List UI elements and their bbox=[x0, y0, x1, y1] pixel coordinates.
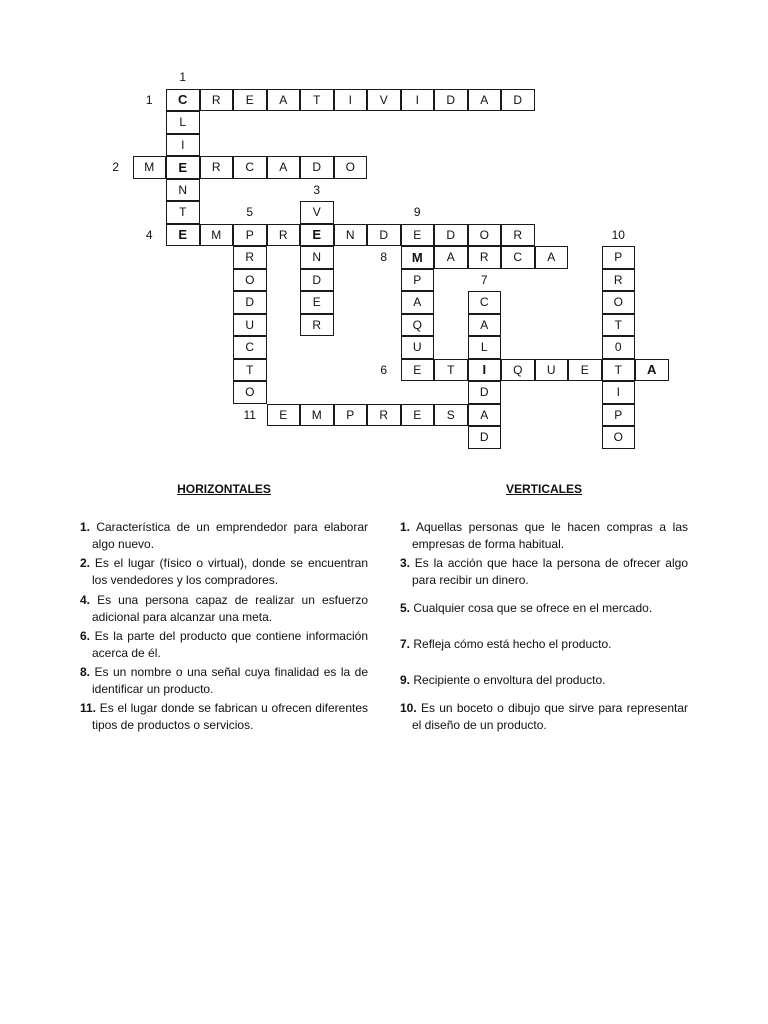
crossword-cell: O bbox=[233, 381, 267, 404]
crossword-cell: C bbox=[233, 156, 267, 179]
crossword-cell: T bbox=[166, 201, 200, 224]
crossword-cell: D bbox=[434, 224, 468, 247]
crossword-cell: R bbox=[300, 314, 334, 337]
crossword-cell: E bbox=[166, 224, 200, 247]
clue-number-label: 8 bbox=[380, 250, 388, 265]
crossword-cell: R bbox=[200, 156, 234, 179]
crossword-cell: P bbox=[602, 404, 636, 427]
crossword-cell: R bbox=[200, 89, 234, 112]
crossword-cell: T bbox=[602, 314, 636, 337]
crossword-cell: E bbox=[233, 89, 267, 112]
crossword-cell: T bbox=[434, 359, 468, 382]
clue-vertical-5: 5. Cualquier cosa que se ofrece en el mercado. bbox=[400, 601, 653, 615]
crossword-cell: A bbox=[468, 314, 502, 337]
clue-vertical-7: 7. Refleja cómo está hecho el producto. bbox=[400, 637, 612, 651]
clue-number-label: 1 bbox=[179, 70, 187, 85]
crossword-cell: P bbox=[334, 404, 368, 427]
crossword-cell: D bbox=[300, 269, 334, 292]
clue-horizontal-8: 8. Es un nombre o una señal cuya finalidad es la de identificar un producto. bbox=[80, 665, 368, 696]
clue-vertical-10: 10. Es un boceto o dibujo que sirve para representar el diseño de un producto. bbox=[400, 701, 688, 732]
crossword-cell: U bbox=[233, 314, 267, 337]
crossword-cell: N bbox=[334, 224, 368, 247]
crossword-cell: L bbox=[468, 336, 502, 359]
crossword-cell: D bbox=[501, 89, 535, 112]
crossword-cell: E bbox=[300, 291, 334, 314]
clue-number-label: 7 bbox=[480, 272, 488, 287]
crossword-cell: R bbox=[501, 224, 535, 247]
crossword-cell: S bbox=[434, 404, 468, 427]
crossword-cell: I bbox=[468, 359, 502, 382]
crossword-cell: Q bbox=[401, 314, 435, 337]
crossword-cell: V bbox=[300, 201, 334, 224]
crossword-cell: C bbox=[501, 246, 535, 269]
crossword-cell: T bbox=[602, 359, 636, 382]
crossword-cell: I bbox=[166, 134, 200, 157]
crossword-cell: E bbox=[401, 359, 435, 382]
clue-number-label: 6 bbox=[380, 362, 388, 377]
crossword-cell: M bbox=[401, 246, 435, 269]
verticales-title: VERTICALES bbox=[505, 482, 582, 496]
clue-horizontal-2: 2. Es el lugar (físico o virtual), donde se encuentran los vendedores y los compradores. bbox=[80, 556, 368, 587]
clue-horizontal-4: 4. Es una persona capaz de realizar un esfuerzo adicional para alcanzar una meta. bbox=[80, 593, 368, 624]
clue-vertical-9: 9. Recipiente o envoltura del producto. bbox=[400, 673, 606, 687]
crossword-cell: L bbox=[166, 111, 200, 134]
crossword-cell: U bbox=[401, 336, 435, 359]
clue-number-label: 3 bbox=[313, 182, 321, 197]
crossword-cell: Q bbox=[501, 359, 535, 382]
crossword-cell: M bbox=[133, 156, 167, 179]
crossword-cell: C bbox=[468, 291, 502, 314]
crossword-cell: O bbox=[602, 426, 636, 449]
crossword-cell: N bbox=[300, 246, 334, 269]
crossword-cell: R bbox=[267, 224, 301, 247]
crossword-cell: P bbox=[401, 269, 435, 292]
crossword-cell: A bbox=[535, 246, 569, 269]
crossword-cell: D bbox=[468, 381, 502, 404]
crossword-cell: E bbox=[568, 359, 602, 382]
clue-number-label: 9 bbox=[413, 205, 421, 220]
clue-vertical-1: 1. Aquellas personas que le hacen compras a las empresas de forma habitual. bbox=[400, 520, 688, 551]
crossword-cell: D bbox=[233, 291, 267, 314]
crossword-cell: A bbox=[267, 89, 301, 112]
crossword-cell: C bbox=[166, 89, 200, 112]
crossword-cell: I bbox=[334, 89, 368, 112]
crossword-cell: R bbox=[602, 269, 636, 292]
crossword-cell: O bbox=[233, 269, 267, 292]
crossword-cell: A bbox=[468, 404, 502, 427]
clue-number-label: 2 bbox=[112, 160, 120, 175]
clue-number-label: 1 bbox=[145, 92, 153, 107]
crossword-cell: R bbox=[468, 246, 502, 269]
crossword-cell: E bbox=[300, 224, 334, 247]
crossword-grid bbox=[0, 0, 768, 445]
crossword-cell: V bbox=[367, 89, 401, 112]
crossword-cell: D bbox=[468, 426, 502, 449]
crossword-cell: M bbox=[200, 224, 234, 247]
crossword-cell: I bbox=[401, 89, 435, 112]
crossword-cell: D bbox=[367, 224, 401, 247]
crossword-cell: A bbox=[434, 246, 468, 269]
crossword-cell: C bbox=[233, 336, 267, 359]
crossword-cell: P bbox=[233, 224, 267, 247]
horizontales-title: HORIZONTALES bbox=[177, 482, 271, 496]
crossword-cell: I bbox=[602, 381, 636, 404]
crossword-cell: O bbox=[602, 291, 636, 314]
crossword-cell: D bbox=[300, 156, 334, 179]
crossword-cell: E bbox=[166, 156, 200, 179]
crossword-cell: O bbox=[334, 156, 368, 179]
crossword-cell: E bbox=[401, 224, 435, 247]
crossword-cell: N bbox=[166, 179, 200, 202]
crossword-cell: O bbox=[468, 224, 502, 247]
clue-number-label: 4 bbox=[145, 227, 153, 242]
crossword-cell: R bbox=[367, 404, 401, 427]
crossword-cell: A bbox=[267, 156, 301, 179]
crossword-cell: T bbox=[233, 359, 267, 382]
clue-number-label: 5 bbox=[246, 205, 254, 220]
crossword-cell: A bbox=[401, 291, 435, 314]
crossword-cell: R bbox=[233, 246, 267, 269]
clue-number-label: 11 bbox=[243, 407, 256, 422]
crossword-cell: D bbox=[434, 89, 468, 112]
clue-horizontal-11: 11. Es el lugar donde se fabrican u ofrecen diferentes tipos de productos o servicios. bbox=[80, 701, 368, 732]
crossword-cell: T bbox=[300, 89, 334, 112]
clue-vertical-3: 3. Es la acción que hace la persona de ofrecer algo para recibir un dinero. bbox=[400, 556, 688, 587]
crossword-cell: 0 bbox=[602, 336, 636, 359]
clue-horizontal-1: 1. Característica de un emprendedor para elaborar algo nuevo. bbox=[80, 520, 368, 551]
crossword-cell: E bbox=[401, 404, 435, 427]
crossword-cell: E bbox=[267, 404, 301, 427]
clue-horizontal-6: 6. Es la parte del producto que contiene información acerca de él. bbox=[80, 629, 368, 660]
clue-number-label: 10 bbox=[611, 227, 625, 242]
crossword-cell: M bbox=[300, 404, 334, 427]
crossword-cell: U bbox=[535, 359, 569, 382]
crossword-cell: A bbox=[635, 359, 669, 382]
crossword-cell: A bbox=[468, 89, 502, 112]
crossword-cell: P bbox=[602, 246, 636, 269]
